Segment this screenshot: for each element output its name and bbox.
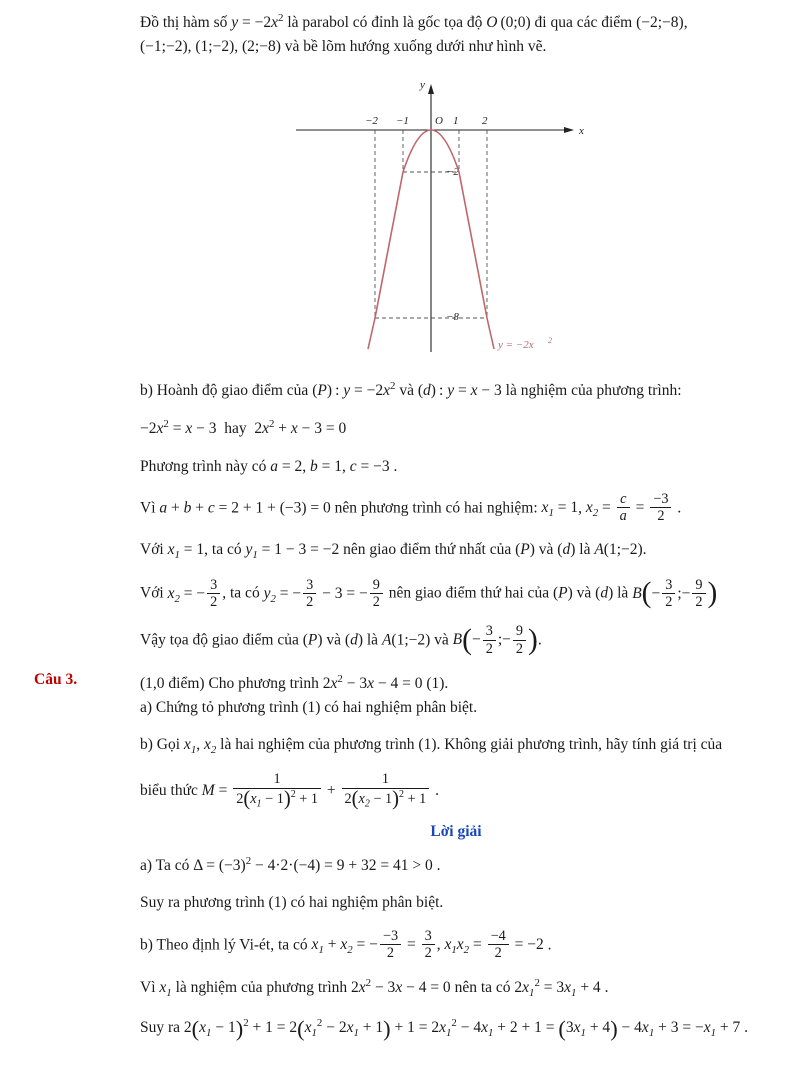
solution-a: a) Ta có $\Delta = (-3)^2 - 4\cdot 2\cdot(-4) = 9 + 32 = 41 > 0$ . — [140, 855, 441, 875]
partb-final: Vậy tọa độ giao điểm của (P) và (d) là A(1;−2) và B(− $\frac{3}{2}$ ;− $\frac{9}{2}$ ). — [140, 623, 542, 657]
solution-b-viet: b) Theo định lý Vi-ét, ta có $x_1 + x_2$ = − $\frac{-3}{2}$ = $\frac{3}{2}$ , $x_1x_2$ = $\frac{-4}{2}$ = −2 . — [140, 927, 552, 962]
partb-coeffs: Phương trình này có a = 2, b = 1, c = −3 . — [140, 457, 398, 475]
question-3-stem: (1,0 điểm) Cho phương trình $2x^2 - 3x - 4 = 0$ (1). a) Chứng tỏ phương trình (1) có hai nghiệm phân biệt. — [140, 672, 478, 716]
x-tick-minus2: −2 — [365, 115, 378, 128]
point-B: B(− $\frac{3}{2}$ ;− $\frac{9}{2}$ ) — [632, 576, 718, 610]
root-x1: $x_1 = 1$ — [541, 499, 579, 520]
curve-equation-exponent: 2 — [548, 336, 552, 346]
x-axis-arrow — [564, 127, 574, 133]
intro-point-4: (2;−8) — [242, 38, 281, 56]
origin-label: O — [435, 115, 443, 128]
question-3-part-b-line2: biểu thức M = $\frac{1}{2(x_1 - 1)^2 + 1}$ + $\frac{1}{2(x_2 - 1)^2 + 1}$ . — [140, 771, 440, 810]
solution-d: Suy ra $2(x_1 - 1)^2 + 1 = 2(x_1^2 - 2x_1 + 1) + 1 = 2x_1^2 - 4x_1 + 2 + 1 = (3x_1 + 4) - 4x_1 + 3 = -x_1 + 7$ . — [140, 1015, 749, 1041]
partb-equation: $-2x^2 = x - 3$ hay $2x^2 + x - 3 = 0$ — [140, 418, 347, 438]
partb-with-x1: Với $x_1 = 1$, ta có $y_1 = 1 - 3 = -2$ nên giao điểm thứ nhất của (P) và (d) là A(1;−2). — [140, 541, 647, 562]
intro-line1-b: là parabol có đỉnh là gốc tọa độ — [287, 14, 483, 32]
intro-point-2: (−1;−2) — [140, 38, 188, 56]
intro-line1-c: đi qua các điểm — [534, 14, 633, 32]
solution-heading: Lời giải — [430, 823, 482, 841]
intro-point-3: (1;−2) — [195, 38, 235, 56]
y-axis-label: y — [420, 79, 425, 92]
root-x2: $x_2$ = $\frac{c}{a}$ = $\frac{-3}{2}$ — [586, 499, 677, 516]
question-3-part-a: a) Chứng tỏ phương trình (1) có hai nghiệm phân biệt. — [140, 698, 478, 716]
partb-d: (d) : y = x − 3 — [417, 382, 502, 400]
point-A: A(1;−2) — [594, 541, 643, 559]
parabola-figure — [140, 72, 772, 362]
solution-c: Vì $x_1$ là nghiệm của phương trình $2x^2 - 3x - 4 = 0$ nên ta có $2x_1^2 = 3x_1 + 4$ . — [140, 977, 609, 1000]
x-axis-label: x — [579, 125, 584, 138]
intro-line1-a: Đồ thị hàm số — [140, 14, 228, 32]
partb-P: (P) : $y = -2x^2$ — [312, 380, 396, 400]
partb-roots: Vì a + b + c = 2 + 1 + (−3) = 0 nên phương trình có hai nghiệm: $x_1 = 1$, $x_2$ = $\frac{c}{a}$ = $\frac{-3}{2}$ . — [140, 490, 682, 525]
curve-equation-label: y = −2x — [498, 339, 534, 352]
intro-point-1: (−2;−8) — [636, 14, 684, 32]
fraction-M2: $\frac{1}{2(x_2 - 1)^2 + 1}$ — [342, 771, 430, 809]
partb-lead-text: b) Hoành độ giao điểm của — [140, 382, 309, 400]
partb-lead-tail: là nghiệm của phương trình: — [505, 382, 682, 400]
partb-with-x2: Với $x_2$ = − $\frac{3}{2}$ , ta có $y_2$ = − $\frac{3}{2}$ − 3 = − $\frac{9}{2}$ nên giao điểm thứ hai của (P) và (d) là B(− $\frac{3}{2}$ ;− $\frac{9}{2}$ ) — [140, 576, 718, 610]
x-tick-2: 2 — [482, 115, 488, 128]
partb-and: và — [399, 382, 414, 400]
x-tick-minus1: −1 — [396, 115, 409, 128]
intro-paragraph: Đồ thị hàm số $y = -2x^2$ là parabol có đỉnh là gốc tọa độ O (0;0) đi qua các điểm (−2;−8), (−1;−2), (1;−2), (2;−8) và bề lõm hướng xuống dưới như hình vẽ. — [140, 12, 688, 56]
question-3-part-b-line1: b) Gọi $x_1$, $x_2$ là hai nghiệm của phương trình (1). Không giải phương trình, hãy tính giá trị của — [140, 735, 723, 757]
question-3-label: Câu 3. — [34, 670, 78, 688]
intro-line2-tail: và bề lõm hướng xuống dưới như hình vẽ. — [284, 38, 547, 56]
fraction-M1: $\frac{1}{2(x_1 - 1)^2 + 1}$ — [233, 771, 321, 809]
intro-function: $y = -2x^2$ — [231, 12, 284, 32]
partb-lead — [140, 378, 772, 403]
x-tick-1: 1 — [453, 115, 459, 128]
y-axis-arrow — [428, 84, 434, 94]
question-3-block — [34, 670, 772, 1043]
y-tick-minus2: −2 — [446, 166, 459, 179]
solution-a2: Suy ra phương trình (1) có hai nghiệm phân biệt. — [140, 894, 444, 912]
y-tick-minus8: −8 — [446, 311, 459, 324]
parabola-svg — [286, 72, 626, 362]
intro-origin: O (0;0) — [486, 14, 531, 32]
